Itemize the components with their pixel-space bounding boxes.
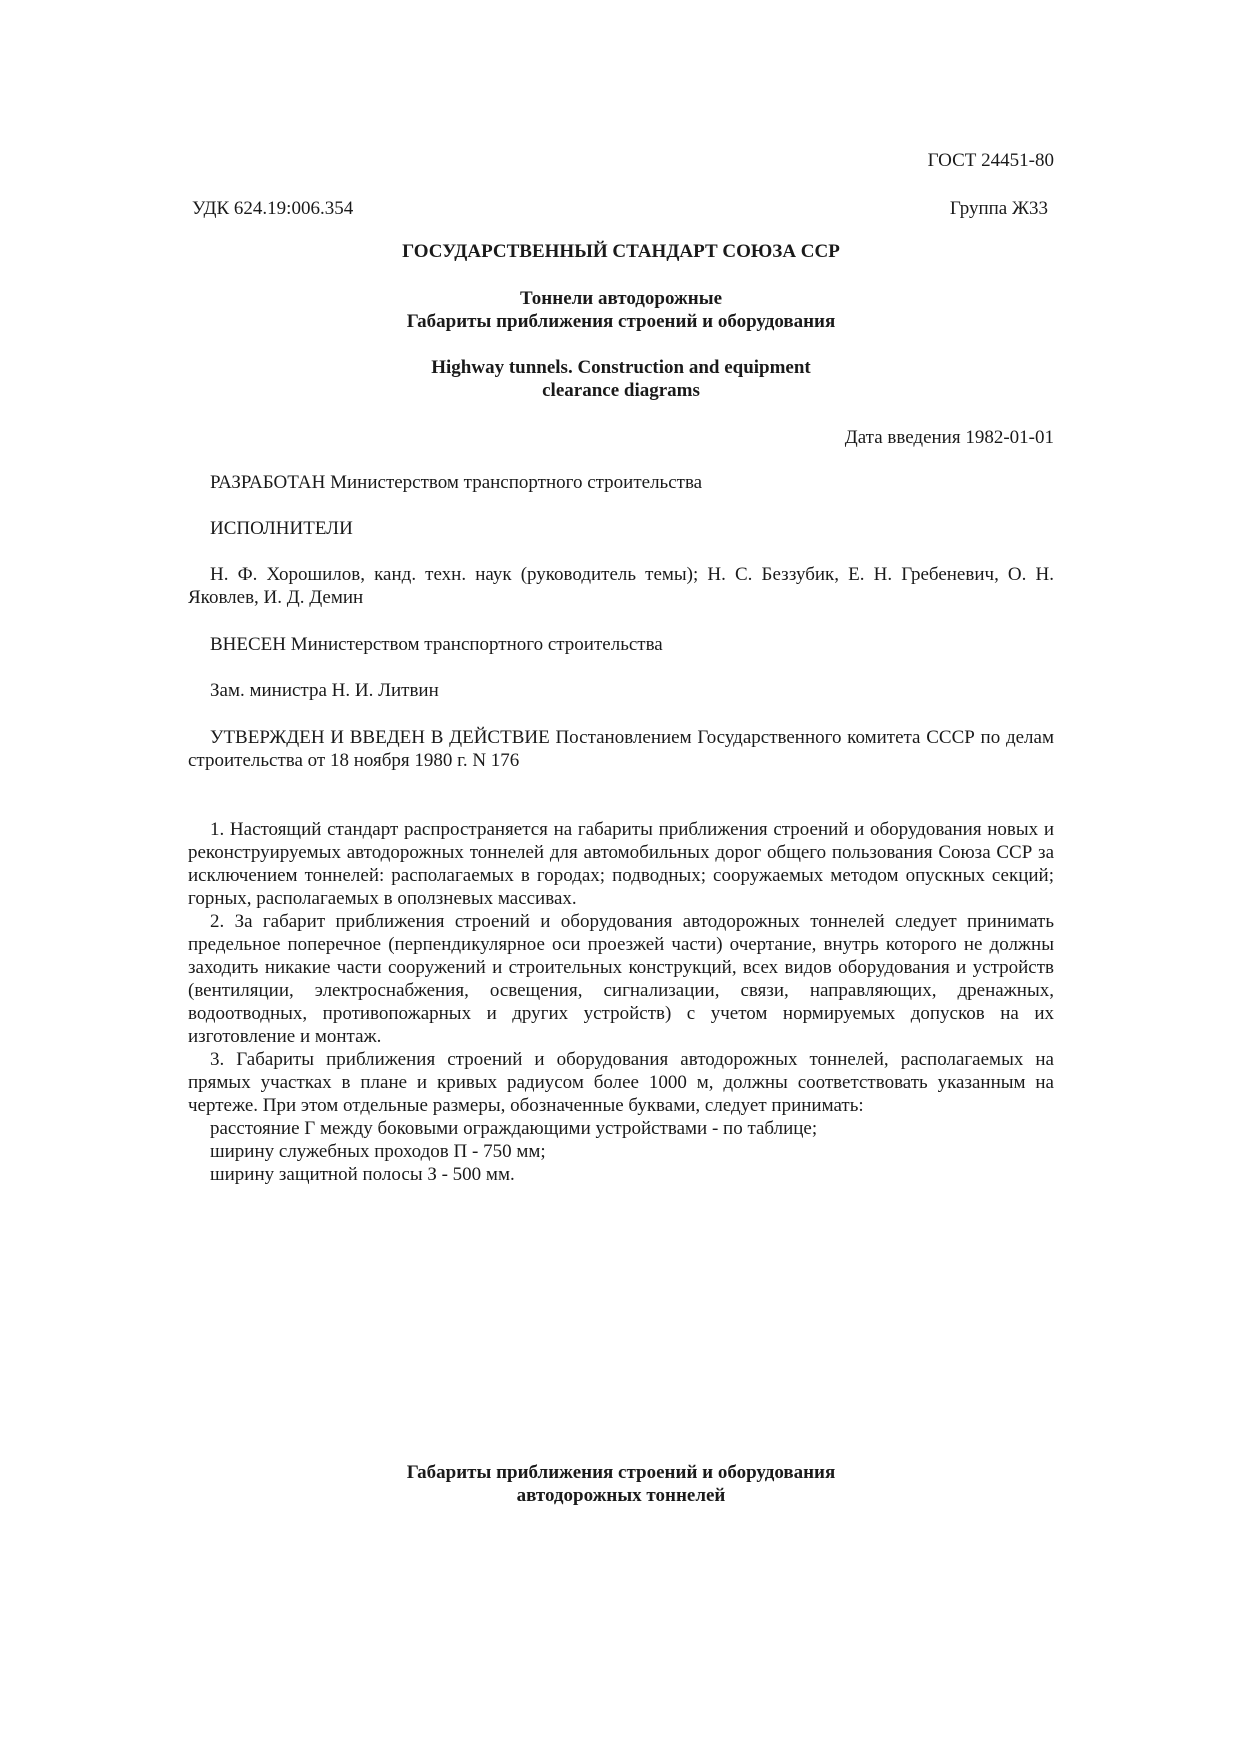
figure-caption-line2: автодорожных тоннелей [516,1485,726,1506]
clause-3: 3. Габариты приближения строений и оборудования автодорожных тоннелей, располагаемых на прямых участках в плане и кривых радиусом более 1000 м, должны соответствовать указанным на чертеже. При этом отдельные размеры, обозначенные буквами, следует принимать: [188,1049,1054,1116]
standard-body [188,818,1054,1186]
clause-1: 1. Настоящий стандарт распространяется на габариты приближения строений и оборудования новых и реконструируемых автодорожных тоннелей для автомобильных дорог общего пользования Союза ССР за исключением тоннелей: располагаемых в городах; подводных; сооружаемых методом опускных секций; горных, располагаемых в оползневых массивах. [188,819,1054,909]
clause-3-item-service-passage: ширину служебных проходов П - 750 мм; [210,1141,546,1162]
approval-statement: УТВЕРЖДЕН И ВВЕДЕН В ДЕЙСТВИЕ Постановлением Государственного комитета СССР по делам строительства от 18 ноября 1980 г. N 176 [188,727,1054,771]
standard-type-heading: ГОСУДАРСТВЕННЫЙ СТАНДАРТ СОЮЗА ССР [402,241,840,262]
performers-list: Н. Ф. Хорошилов, канд. техн. наук (руководитель темы); Н. С. Беззубик, Е. Н. Гребеневич, О. Н. Яковлев, И. Д. Демин [188,564,1054,608]
russian-title-line1: Тоннели автодорожные [519,288,723,309]
introduction-date: Дата введения 1982-01-01 [844,427,1054,448]
russian-title-line2: Габариты приближения строений и оборудования [406,311,836,332]
introduced-by: ВНЕСЕН Министерством транспортного строительства [210,634,663,655]
english-title [188,356,1054,402]
figure-caption-line1: Габариты приближения строений и оборудования [406,1462,836,1483]
clause-2: 2. За габарит приближения строений и оборудования автодорожных тоннелей следует принимать предельное поперечное (перпендикулярное оси проезжей части) очертание, внутрь которого не должны заходить никакие части сооружений и строительных конструкций, всех видов оборудования и устройств (вентиляции, электроснабжения, освещения, сигнализации, связи, направляющих, дренажных, водоотводных, противопожарных и других устройств) с учетом нормируемых допусков на их изготовление и монтаж. [188,911,1054,1047]
english-title-line1: Highway tunnels. Construction and equipment [431,357,811,378]
group-code: Группа Ж33 [949,198,1048,219]
developed-by: РАЗРАБОТАН Министерством транспортного строительства [210,472,703,493]
russian-title [188,287,1054,333]
english-title-line2: clearance diagrams [542,380,700,401]
deputy-minister: Зам. министра Н. И. Литвин [210,680,439,701]
clause-3-item-protective-strip: ширину защитной полосы З - 500 мм. [210,1164,515,1185]
performers-label: ИСПОЛНИТЕЛИ [210,518,353,539]
udk-code: УДК 624.19:006.354 [192,198,354,219]
clause-3-item-distance: расстояние Г между боковыми ограждающими устройствами - по таблице; [210,1118,818,1139]
figure-caption [188,1461,1054,1507]
gost-number: ГОСТ 24451-80 [927,150,1054,171]
